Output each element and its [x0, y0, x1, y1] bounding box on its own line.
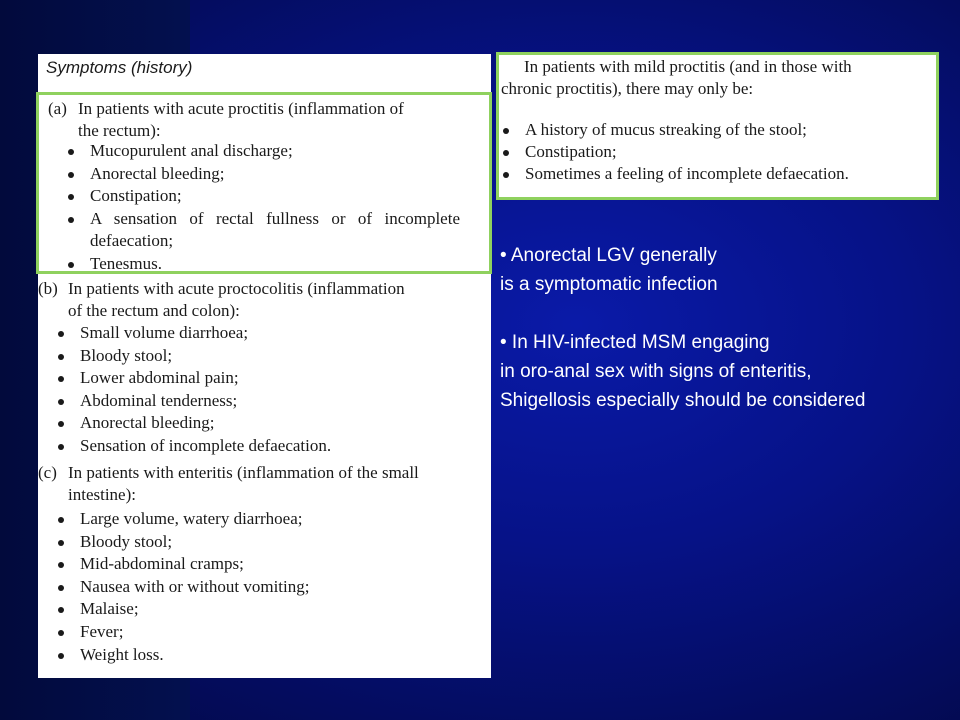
note-shigellosis-line1: • In HIV-infected MSM engaging [500, 332, 770, 353]
note-lgv [500, 241, 718, 299]
bullet-icon [58, 376, 64, 382]
list-item: Mucopurulent anal discharge; [48, 140, 460, 163]
section-c-tag: (c) [38, 463, 57, 482]
list-item: Abdominal tenderness; [38, 390, 478, 413]
section-a-line1: In patients with acute proctitis (inflammation of [78, 99, 404, 118]
list-item: Anorectal bleeding; [38, 412, 478, 435]
list-item: A sensation of rectal fullness or of incomplete defaecation; [48, 208, 460, 253]
section-c-line1: In patients with enteritis (inflammation of the small [68, 463, 419, 482]
list-item: Malaise; [38, 598, 478, 621]
bullet-icon [58, 562, 64, 568]
highlight-box-mild-proctitis [496, 52, 939, 200]
bullet-icon [58, 354, 64, 360]
bullet-icon [58, 653, 64, 659]
list-item: A history of mucus streaking of the stool; [483, 119, 923, 141]
section-b-heading [38, 278, 488, 322]
list-item: Bloody stool; [38, 531, 478, 554]
list-item: Large volume, watery diarrhoea; [38, 508, 478, 531]
document-title: Symptoms (history) [46, 58, 193, 77]
list-item: Sensation of incomplete defaecation. [38, 435, 478, 458]
list-item: Weight loss. [38, 644, 478, 667]
list-item: Nausea with or without vomiting; [38, 576, 478, 599]
section-a-line2: the rectum): [78, 121, 161, 140]
bullet-icon [58, 607, 64, 613]
list-item: Tenesmus. [48, 253, 460, 276]
mild-intro-line1: In patients with mild proctitis (and in those with [524, 57, 852, 76]
list-item: Fever; [38, 621, 478, 644]
section-b-line2: of the rectum and colon): [68, 301, 240, 320]
section-c-heading [38, 462, 488, 506]
section-b-line1: In patients with acute proctocolitis (inflammation [68, 279, 405, 298]
bullet-icon [58, 444, 64, 450]
section-b-tag: (b) [38, 279, 58, 298]
list-item: Lower abdominal pain; [38, 367, 478, 390]
note-lgv-line2: is a symptomatic infection [500, 274, 718, 295]
list-item: Constipation; [483, 141, 923, 163]
section-c-line2: intestine): [68, 485, 136, 504]
list-item: Small volume diarrhoea; [38, 322, 478, 345]
note-shigellosis-line3: Shigellosis especially should be considered [500, 390, 866, 411]
note-lgv-line1: • Anorectal LGV generally [500, 245, 717, 266]
highlight-box-acute-proctitis [36, 92, 492, 274]
bullet-icon [58, 540, 64, 546]
section-a-tag: (a) [48, 99, 67, 118]
list-item: Bloody stool; [38, 345, 478, 368]
bullet-icon [58, 399, 64, 405]
bullet-icon [58, 630, 64, 636]
note-shigellosis [500, 328, 865, 415]
list-item: Anorectal bleeding; [48, 163, 460, 186]
bullet-icon [58, 585, 64, 591]
bullet-icon [58, 421, 64, 427]
note-shigellosis-line2: in oro-anal sex with signs of enteritis, [500, 361, 812, 382]
section-b-list [38, 322, 478, 458]
list-item: Sometimes a feeling of incomplete defaecation. [483, 163, 923, 185]
list-item: Constipation; [48, 185, 460, 208]
section-c-list [38, 508, 478, 666]
bullet-icon [58, 331, 64, 337]
mild-intro-line2: chronic proctitis), there may only be: [501, 79, 754, 98]
bullet-icon [58, 517, 64, 523]
list-item: Mid-abdominal cramps; [38, 553, 478, 576]
